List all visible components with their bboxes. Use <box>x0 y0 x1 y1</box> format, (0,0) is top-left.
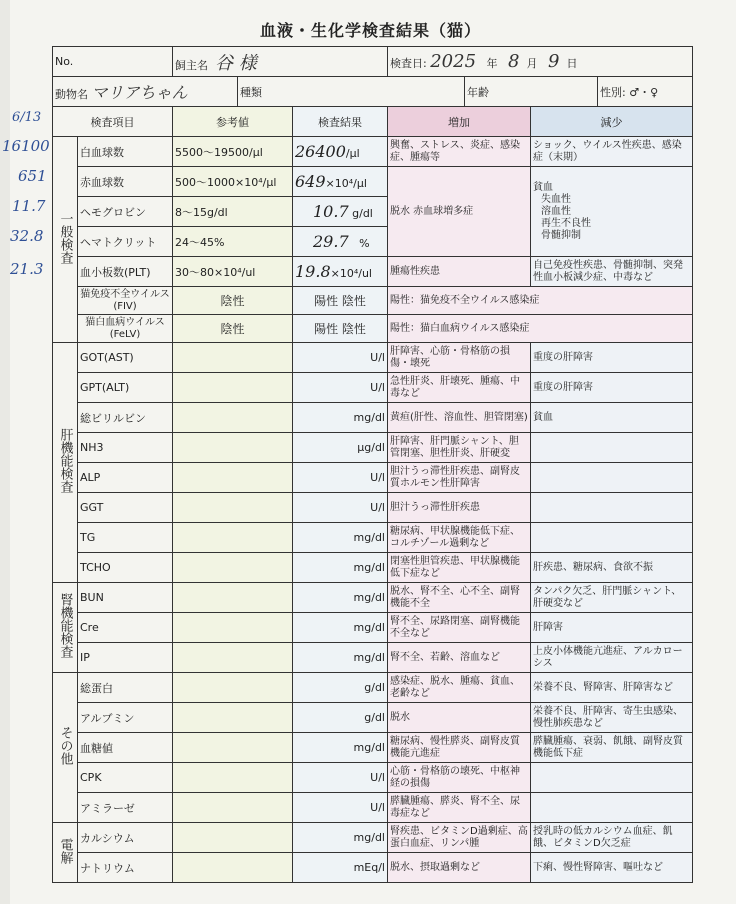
decrease-text: 重度の肝障害 <box>531 343 693 373</box>
sex-value: ♂・♀ <box>629 85 659 99</box>
item-name: TCHO <box>78 553 173 583</box>
ref-value <box>173 793 293 823</box>
table-row <box>53 493 693 523</box>
item-name: アミラーゼ <box>78 793 173 823</box>
decrease-text: タンパク欠乏、肝門脈シャント、肝硬変など <box>531 583 693 613</box>
section-label: その他 <box>57 726 73 765</box>
increase-text: 脱水 <box>388 703 531 733</box>
dec-line: 溶血性 <box>541 205 571 217</box>
increase-text: 糖尿病、甲状腺機能低下症、コルチゾール過剰など <box>388 523 531 553</box>
unit[interactable]: mg/dl <box>293 823 388 853</box>
table-row <box>53 703 693 733</box>
col-ref: 参考値 <box>173 107 293 137</box>
section-label: 腎機能検査 <box>57 593 73 658</box>
increase-text: 心筋・骨格筋の壊死、中枢神経の損傷 <box>388 763 531 793</box>
species-cell <box>238 77 465 107</box>
decrease-text: 自己免疫性疾患、骨髄抑制、突発性血小板減少症、中毒など <box>531 257 693 287</box>
table-row <box>53 373 693 403</box>
table-row <box>53 523 693 553</box>
section-kidney <box>53 583 78 673</box>
unit: % <box>359 237 370 250</box>
ref-value <box>173 733 293 763</box>
margin-note: 16100 <box>2 137 50 155</box>
table-row <box>53 343 693 373</box>
increase-text: 腫瘍性疾患 <box>388 257 531 287</box>
ref-value <box>173 463 293 493</box>
increase-text: 腎不全、尿路閉塞、副腎機能不全など <box>388 613 531 643</box>
result-value[interactable]: 陽性 陰性 <box>293 287 388 315</box>
dec-line: 失血性 <box>541 193 571 205</box>
ref-value <box>173 853 293 883</box>
result-value: 29.7 <box>313 232 349 251</box>
unit[interactable]: mg/dl <box>293 583 388 613</box>
increase-text: 腎不全、若齢、溶血など <box>388 643 531 673</box>
ref-value <box>173 493 293 523</box>
date-cell <box>388 47 693 77</box>
increase-text: 脱水、摂取過剰など <box>388 853 531 883</box>
ref-value <box>173 643 293 673</box>
item-name: アルブミン <box>78 703 173 733</box>
day-label: 日 <box>566 57 578 70</box>
margin-note: 21.3 <box>10 260 44 278</box>
ref-value <box>173 763 293 793</box>
owner-value: 谷 様 <box>215 52 257 74</box>
item-name: ALP <box>78 463 173 493</box>
section-liver <box>53 343 78 583</box>
item-name: TG <box>78 523 173 553</box>
table-row <box>53 257 693 287</box>
decrease-text: 授乳時の低カルシウム血症、飢餓、ビタミンD欠乏症 <box>531 823 693 853</box>
unit[interactable]: g/dl <box>293 673 388 703</box>
unit[interactable]: mg/dl <box>293 403 388 433</box>
table-row <box>53 433 693 463</box>
item-name: 総ビリルビン <box>78 403 173 433</box>
dec-line: 貧血 <box>533 181 553 193</box>
decrease-text: 下痢、慢性腎障害、嘔吐など <box>531 853 693 883</box>
item-name: CPK <box>78 763 173 793</box>
unit[interactable]: mg/dl <box>293 643 388 673</box>
unit[interactable]: mEq/l <box>293 853 388 883</box>
increase-text: 興奮、ストレス、炎症、感染症、腫瘍等 <box>388 137 531 167</box>
date-year: 2025 <box>430 51 477 72</box>
decrease-text: 上皮小体機能亢進症、アルカローシス <box>531 643 693 673</box>
margin-note: 11.7 <box>12 197 46 215</box>
increase-text: 胆汁うっ滞性肝疾患 <box>388 493 531 523</box>
unit[interactable]: g/dl <box>293 703 388 733</box>
table-row <box>53 733 693 763</box>
result-cell[interactable] <box>293 137 388 167</box>
unit: ×10⁴/μl <box>325 177 367 190</box>
age-label: 年齢 <box>467 85 489 99</box>
ref-value <box>173 553 293 583</box>
header-table <box>52 46 693 77</box>
decrease-text <box>531 793 693 823</box>
item-name: 赤血球数 <box>78 167 173 197</box>
increase-text: 膵臓腫瘍、膵炎、腎不全、尿毒症など <box>388 793 531 823</box>
ref-value <box>173 343 293 373</box>
animal-cell <box>53 77 238 107</box>
decrease-text: 膵臓腫瘍、衰弱、飢餓、副腎皮質機能低下症 <box>531 733 693 763</box>
result-value: 26400 <box>295 142 346 161</box>
unit: g/dl <box>352 207 373 220</box>
ref-value: 30〜80×10⁴/ul <box>173 257 293 287</box>
ref-value <box>173 613 293 643</box>
sex-label: 性別: <box>600 85 626 99</box>
increase-text: 脱水 赤血球増多症 <box>388 167 531 257</box>
unit[interactable]: U/l <box>293 493 388 523</box>
section-general <box>53 137 78 343</box>
unit[interactable]: mg/dl <box>293 733 388 763</box>
decrease-text <box>531 433 693 463</box>
table-row <box>53 553 693 583</box>
unit[interactable]: U/l <box>293 463 388 493</box>
animal-value: マリアちゃん <box>91 83 188 102</box>
table-row <box>53 643 693 673</box>
no-label: No. <box>53 47 173 77</box>
age-cell <box>465 77 598 107</box>
item-name: 白血球数 <box>78 137 173 167</box>
result-cell[interactable] <box>293 167 388 197</box>
table-row <box>53 823 693 853</box>
species-label: 種類 <box>240 85 262 99</box>
item-name: 血糖値 <box>78 733 173 763</box>
unit[interactable]: μg/dl <box>293 433 388 463</box>
margin-note: 32.8 <box>10 227 44 245</box>
month-label: 月 <box>526 57 538 70</box>
section-label: 電解 <box>57 837 73 864</box>
ref-value: 5500〜19500/μl <box>173 137 293 167</box>
unit[interactable]: U/l <box>293 793 388 823</box>
table-row <box>53 613 693 643</box>
table-row <box>53 673 693 703</box>
unit[interactable]: mg/dl <box>293 523 388 553</box>
table-row <box>53 853 693 883</box>
decrease-text: 栄養不良、腎障害、肝障害など <box>531 673 693 703</box>
item-name: カルシウム <box>78 823 173 853</box>
item-name: NH3 <box>78 433 173 463</box>
col-decrease: 減少 <box>531 107 693 137</box>
unit[interactable]: U/l <box>293 763 388 793</box>
table-row <box>53 315 693 343</box>
table-row <box>53 583 693 613</box>
item-name: ヘモグロビン <box>78 197 173 227</box>
table-row <box>53 763 693 793</box>
ref-value <box>173 433 293 463</box>
date-label: 検査日: <box>390 57 427 70</box>
owner-label: 飼主名 <box>175 58 208 72</box>
ref-value <box>173 583 293 613</box>
item-name: 猫免疫不全ウイルス(FIV) <box>78 287 173 315</box>
decrease-text: 栄養不良、肝障害、寄生虫感染、慢性肺疾患など <box>531 703 693 733</box>
item-name: GGT <box>78 493 173 523</box>
table-row <box>53 463 693 493</box>
decrease-text <box>531 493 693 523</box>
item-name: ナトリウム <box>78 853 173 883</box>
animal-table <box>52 76 693 107</box>
item-name: ヘマトクリット <box>78 227 173 257</box>
result-value: 10.7 <box>313 202 349 221</box>
ref-value: 500〜1000×10⁴/μl <box>173 167 293 197</box>
animal-label: 動物名 <box>55 88 88 101</box>
table-row <box>53 167 693 197</box>
year-label: 年 <box>486 57 498 70</box>
increase-text: 陽性：猫白血病ウイルス感染症 <box>388 315 693 343</box>
item-name: 血小板数(PLT) <box>78 257 173 287</box>
ref-value: 24〜45% <box>173 227 293 257</box>
increase-text: 肝障害、心筋・骨格筋の損傷・壊死 <box>388 343 531 373</box>
increase-text: 腎疾患、ビタミンD過剰症、高蛋白血症、リンパ腫 <box>388 823 531 853</box>
ref-value <box>173 673 293 703</box>
result-cell[interactable] <box>293 197 388 227</box>
increase-text: 陽性：猫免疫不全ウイルス感染症 <box>388 287 693 315</box>
increase-text: 糖尿病、慢性膵炎、副腎皮質機能亢進症 <box>388 733 531 763</box>
decrease-text <box>531 763 693 793</box>
table-row <box>53 137 693 167</box>
increase-text: 急性肝炎、肝壊死、腫瘍、中毒など <box>388 373 531 403</box>
ref-value <box>173 823 293 853</box>
increase-text: 胆汁うっ滞性肝疾患、副腎皮質ホルモン性肝障害 <box>388 463 531 493</box>
date-month: 8 <box>508 51 520 72</box>
margin-note: 6/13 <box>12 110 42 125</box>
date-day: 9 <box>547 51 560 72</box>
table-row <box>53 403 693 433</box>
result-value: 649 <box>295 172 326 191</box>
result-cell[interactable] <box>293 257 388 287</box>
decrease-text: ショック、ウイルス性疾患、感染症（末期） <box>531 137 693 167</box>
col-item: 検査項目 <box>53 107 173 137</box>
decrease-text <box>531 463 693 493</box>
unit[interactable]: mg/dl <box>293 613 388 643</box>
item-name: GOT(AST) <box>78 343 173 373</box>
unit[interactable]: U/l <box>293 343 388 373</box>
ref-value <box>173 403 293 433</box>
section-other <box>53 673 78 823</box>
result-value[interactable]: 陽性 陰性 <box>293 315 388 343</box>
table-row <box>53 287 693 315</box>
increase-text: 閉塞性胆管疾患、甲状腺機能低下症など <box>388 553 531 583</box>
results-table <box>52 106 693 883</box>
item-name: 総蛋白 <box>78 673 173 703</box>
section-electrolyte <box>53 823 78 883</box>
item-name: Cre <box>78 613 173 643</box>
unit[interactable]: mg/dl <box>293 553 388 583</box>
item-name: BUN <box>78 583 173 613</box>
increase-text: 肝障害、肝門脈シャント、胆管閉塞、胆性肝炎、肝硬変 <box>388 433 531 463</box>
dec-line: 骨髄抑制 <box>541 229 581 241</box>
item-name: GPT(ALT) <box>78 373 173 403</box>
section-label: 一般検査 <box>57 211 73 264</box>
item-name: IP <box>78 643 173 673</box>
increase-text: 脱水、腎不全、心不全、副腎機能不全 <box>388 583 531 613</box>
result-value: 19.8 <box>295 262 331 281</box>
ref-value <box>173 523 293 553</box>
item-name: 猫白血病ウイルス(FeLV) <box>78 315 173 343</box>
unit: ×10⁴/ul <box>330 267 372 280</box>
col-increase: 増加 <box>388 107 531 137</box>
page-title: 血液・生化学検査結果（猫） <box>260 21 482 40</box>
decrease-text: 肝障害 <box>531 613 693 643</box>
decrease-text <box>531 167 693 257</box>
ref-value: 陰性 <box>173 315 293 343</box>
owner-cell <box>173 47 388 77</box>
increase-text: 感染症、脱水、腫瘍、貧血、老齢など <box>388 673 531 703</box>
margin-note: 651 <box>18 167 47 185</box>
decrease-text: 貧血 <box>531 403 693 433</box>
dec-line: 再生不良性 <box>541 217 591 229</box>
ref-value: 陰性 <box>173 287 293 315</box>
increase-text: 黄疸(肝性、溶血性、胆管閉塞) <box>388 403 531 433</box>
decrease-text: 肝疾患、糖尿病、食欲不振 <box>531 553 693 583</box>
col-result: 検査結果 <box>293 107 388 137</box>
table-row <box>53 793 693 823</box>
decrease-text <box>531 523 693 553</box>
ref-value <box>173 703 293 733</box>
sex-cell <box>598 77 693 107</box>
section-label: 肝機能検査 <box>57 428 73 493</box>
ref-value <box>173 373 293 403</box>
decrease-text: 重度の肝障害 <box>531 373 693 403</box>
result-cell[interactable] <box>293 227 388 257</box>
ref-value: 8〜15g/dl <box>173 197 293 227</box>
unit[interactable]: U/l <box>293 373 388 403</box>
unit: /μl <box>345 147 360 160</box>
